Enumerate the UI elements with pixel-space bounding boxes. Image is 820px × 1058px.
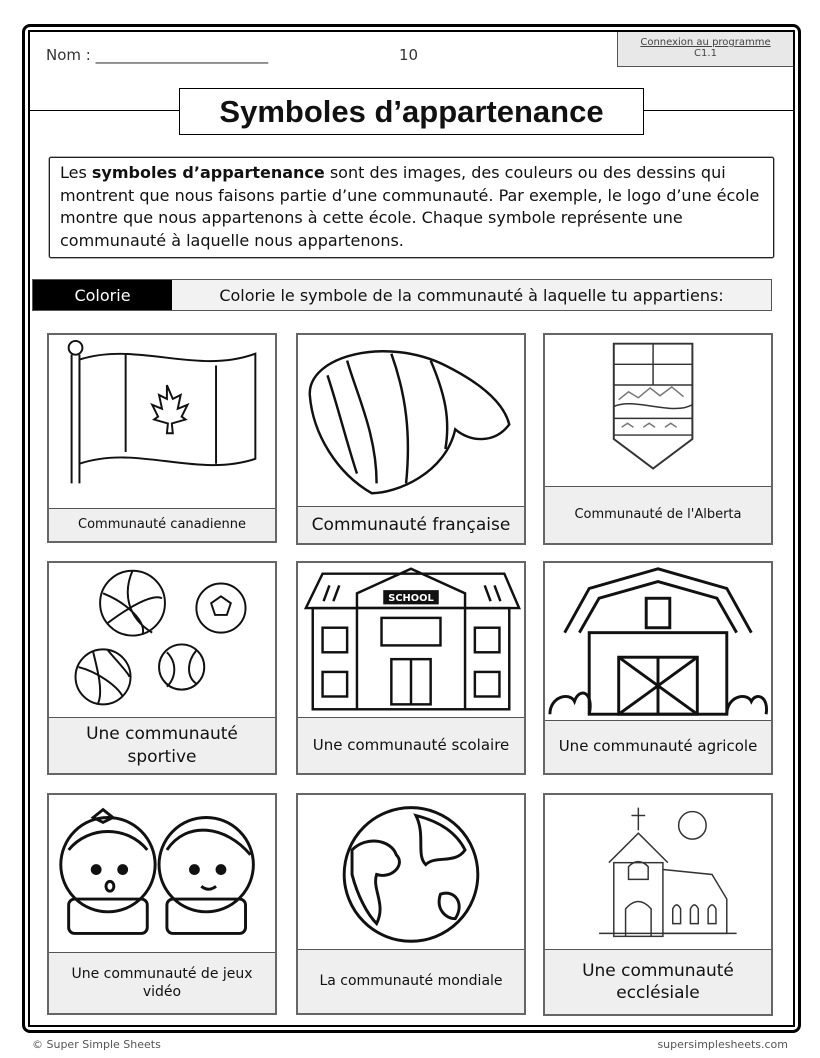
page-title: Symboles d’appartenance xyxy=(179,88,644,135)
card-caption: Une communauté scolaire xyxy=(298,718,524,773)
croissant-icon xyxy=(298,335,524,507)
card-caption: Une communauté de jeux vidéo xyxy=(49,953,275,1013)
card-school-community[interactable] xyxy=(296,561,526,775)
card-caption: La communauté mondiale xyxy=(298,950,524,1013)
card-caption: Une communauté agricole xyxy=(545,721,771,773)
card-canadian-community[interactable] xyxy=(47,333,277,543)
footer-copyright: © Super Simple Sheets xyxy=(32,1038,161,1051)
globe-icon xyxy=(298,795,524,950)
card-caption: Une communauté sportive xyxy=(49,718,275,773)
barn-icon xyxy=(545,563,771,721)
church-icon xyxy=(545,795,771,950)
card-caption: Une communauté ecclésiale xyxy=(545,950,771,1014)
svg-text:SCHOOL: SCHOOL xyxy=(388,593,434,605)
card-agricultural-community[interactable] xyxy=(543,561,773,775)
kids-gaming-icon xyxy=(49,795,275,953)
canada-flag-icon xyxy=(49,335,275,509)
alberta-shield-icon xyxy=(545,335,771,487)
card-alberta-community[interactable] xyxy=(543,333,773,545)
card-french-community[interactable] xyxy=(296,333,526,545)
card-caption: Communauté de l'Alberta xyxy=(545,487,771,543)
footer-website-link[interactable]: supersimplesheets.com xyxy=(657,1038,788,1051)
card-sports-community[interactable] xyxy=(47,561,277,775)
card-global-community[interactable] xyxy=(296,793,526,1015)
program-code: C1.1 xyxy=(694,48,717,59)
intro-paragraph xyxy=(49,157,774,258)
instruction-text: Colorie le symbole de la communauté à laquelle tu appartiens: xyxy=(219,286,724,305)
program-connection-box xyxy=(617,32,793,67)
page-number: 10 xyxy=(399,46,419,64)
sports-balls-icon xyxy=(49,563,275,718)
program-connection-link[interactable]: Connexion au programme xyxy=(640,37,771,48)
card-caption: Communauté canadienne xyxy=(49,509,275,541)
card-caption: Communauté française xyxy=(298,507,524,543)
intro-lead: Les xyxy=(60,163,92,182)
instruction-tag: Colorie xyxy=(33,280,172,310)
name-field-label: Nom : _______________________ xyxy=(46,46,269,64)
school-building-icon xyxy=(298,563,524,718)
intro-rest: sont des images, des couleurs ou des dessins qui montrent que nous faisons partie d’une communauté. Par exemple, le logo d’une école montre que nous appartenons à cette école. Chaque symbole représente une communauté à laquelle nous appartenons. xyxy=(60,163,760,250)
card-video-game-community[interactable] xyxy=(47,793,277,1015)
instruction-bar xyxy=(32,279,772,311)
intro-keyword: symboles d’appartenance xyxy=(91,163,325,182)
card-ecclesial-community[interactable] xyxy=(543,793,773,1016)
